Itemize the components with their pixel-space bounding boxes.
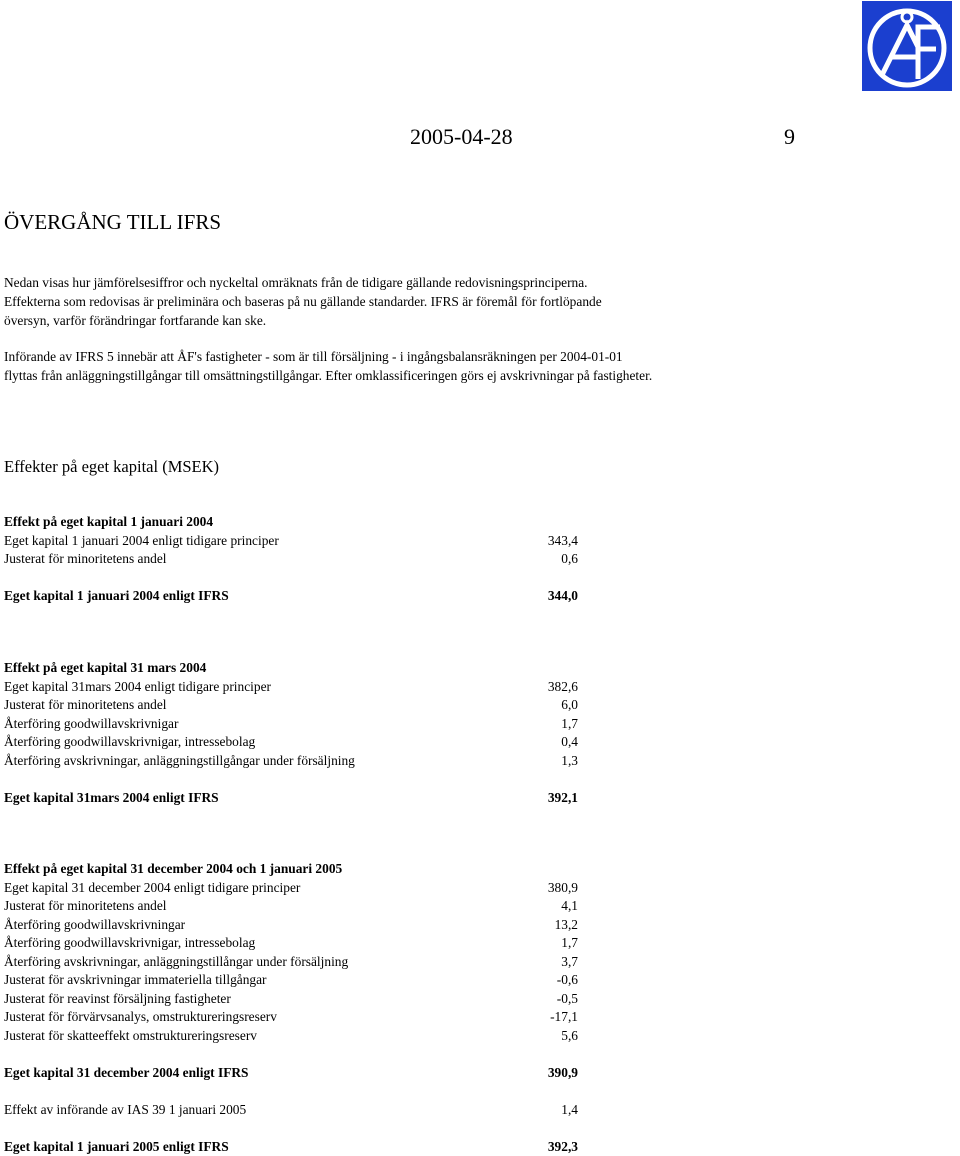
total-label: Eget kapital 31mars 2004 enligt IFRS — [4, 789, 219, 808]
table-row — [4, 971, 578, 990]
row-value: 382,6 — [548, 678, 578, 697]
spacer — [4, 770, 578, 789]
af-logo — [862, 1, 952, 91]
intro-line: Införande av IFRS 5 innebär att ÅF's fastigheter - som är till försäljning - i ingångsbalansräkningen per 2004-01-01 — [4, 347, 652, 366]
spacer — [4, 1119, 578, 1138]
row-label: Justerat för minoritetens andel — [4, 550, 167, 569]
intro-paragraph-2 — [4, 347, 652, 385]
total-value: 390,9 — [548, 1064, 578, 1083]
table-row — [4, 733, 578, 752]
row-label: Återföring avskrivningar, anläggningstillgångar under försäljning — [4, 752, 355, 771]
table-row — [4, 916, 578, 935]
table-row — [4, 897, 578, 916]
row-value: 0,4 — [561, 733, 578, 752]
final-total-row — [4, 1138, 578, 1156]
page-title: ÖVERGÅNG TILL IFRS — [4, 210, 221, 235]
heading-label: Effekt på eget kapital 1 januari 2004 — [4, 513, 213, 532]
row-label: Justerat för skatteeffekt omstruktureringsreserv — [4, 1027, 257, 1046]
row-label: Eget kapital 31mars 2004 enligt tidigare principer — [4, 678, 271, 697]
row-value: 343,4 — [548, 532, 578, 551]
table-heading — [4, 513, 578, 532]
total-row — [4, 587, 578, 606]
total-value: 392,3 — [548, 1138, 578, 1156]
equity-table-mar-2004 — [4, 659, 578, 807]
row-value: 1,7 — [561, 934, 578, 953]
ias39-row — [4, 1101, 578, 1120]
total-value: 392,1 — [548, 789, 578, 808]
intro-line: Effekterna som redovisas är preliminära och baseras på nu gällande standarder. IFRS är föremål för fortlöpande — [4, 292, 602, 311]
intro-paragraph-1 — [4, 273, 602, 330]
equity-table-dec-2004 — [4, 860, 578, 1156]
heading-label: Effekt på eget kapital 31 mars 2004 — [4, 659, 206, 678]
total-row — [4, 1064, 578, 1083]
spacer — [4, 1082, 578, 1101]
spacer — [4, 1045, 578, 1064]
row-label: Återföring goodwillavskrivnigar, intressebolag — [4, 934, 255, 953]
intro-line: översyn, varför förändringar fortfarande kan ske. — [4, 311, 602, 330]
table-row — [4, 1008, 578, 1027]
row-label: Justerat för minoritetens andel — [4, 897, 167, 916]
intro-line: flyttas från anläggningstillgångar till omsättningstillgångar. Efter omklassificeringen görs ej avskrivningar på fastigheter. — [4, 366, 652, 385]
table-row — [4, 990, 578, 1009]
intro-line: Nedan visas hur jämförelsesiffror och nyckeltal omräknats från de tidigare gällande redovisningsprinciperna. — [4, 273, 602, 292]
table-row — [4, 678, 578, 697]
row-label: Återföring goodwillavskrivnigar — [4, 715, 178, 734]
row-label: Återföring avskrivningar, anläggningstillångar under försäljning — [4, 953, 348, 972]
row-value: 1,7 — [561, 715, 578, 734]
row-label: Återföring goodwillavskrivnigar, intressebolag — [4, 733, 255, 752]
row-label: Justerat för minoritetens andel — [4, 696, 167, 715]
row-value: 1,4 — [561, 1101, 578, 1120]
section-title: Effekter på eget kapital (MSEK) — [4, 457, 219, 477]
total-label: Eget kapital 1 januari 2004 enligt IFRS — [4, 587, 229, 606]
total-label: Eget kapital 31 december 2004 enligt IFRS — [4, 1064, 249, 1083]
row-label: Justerat för förvärvsanalys, omstruktureringsreserv — [4, 1008, 277, 1027]
document-date: 2005-04-28 — [410, 124, 513, 150]
heading-label: Effekt på eget kapital 31 december 2004 och 1 januari 2005 — [4, 860, 342, 879]
row-value: 1,3 — [561, 752, 578, 771]
table-row — [4, 550, 578, 569]
total-value: 344,0 — [548, 587, 578, 606]
row-label: Eget kapital 1 januari 2004 enligt tidigare principer — [4, 532, 279, 551]
row-value: 3,7 — [561, 953, 578, 972]
row-label: Återföring goodwillavskrivningar — [4, 916, 185, 935]
row-value: 6,0 — [561, 696, 578, 715]
row-value: -0,6 — [557, 971, 578, 990]
table-row — [4, 715, 578, 734]
row-label: Effekt av införande av IAS 39 1 januari 2005 — [4, 1101, 246, 1120]
row-value: -17,1 — [550, 1008, 578, 1027]
total-label: Eget kapital 1 januari 2005 enligt IFRS — [4, 1138, 229, 1156]
page-number: 9 — [784, 124, 795, 150]
table-row — [4, 696, 578, 715]
row-label: Justerat för reavinst försäljning fastigheter — [4, 990, 231, 1009]
table-row — [4, 752, 578, 771]
table-row — [4, 879, 578, 898]
row-value: 0,6 — [561, 550, 578, 569]
equity-table-jan-2004 — [4, 513, 578, 606]
table-row — [4, 953, 578, 972]
table-row — [4, 1027, 578, 1046]
row-label: Eget kapital 31 december 2004 enligt tidigare principer — [4, 879, 300, 898]
row-label: Justerat för avskrivningar immateriella tillgångar — [4, 971, 267, 990]
row-value: 5,6 — [561, 1027, 578, 1046]
spacer — [4, 569, 578, 588]
row-value: 13,2 — [555, 916, 578, 935]
row-value: 4,1 — [561, 897, 578, 916]
total-row — [4, 789, 578, 808]
table-heading — [4, 860, 578, 879]
table-row — [4, 934, 578, 953]
table-heading — [4, 659, 578, 678]
table-row — [4, 532, 578, 551]
af-logo-icon — [862, 1, 952, 91]
row-value: -0,5 — [557, 990, 578, 1009]
row-value: 380,9 — [548, 879, 578, 898]
